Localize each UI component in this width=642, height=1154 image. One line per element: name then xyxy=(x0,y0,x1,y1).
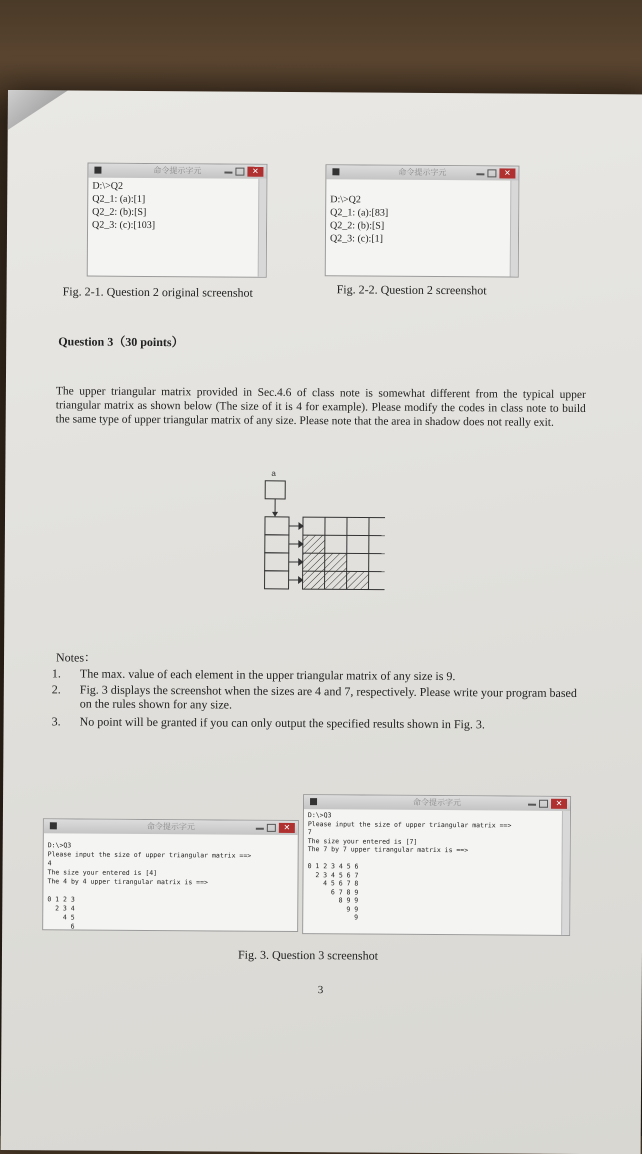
matrix-row: 4 5 xyxy=(47,913,293,924)
matrix-row: 8 9 9 xyxy=(307,896,565,906)
maximize-icon xyxy=(539,800,548,808)
matrix-row: 2 3 4 5 6 7 xyxy=(307,871,565,881)
note-text: The max. value of each element in the upper triangular matrix of any size is 9. xyxy=(80,667,456,684)
console-line: 4 xyxy=(48,859,294,870)
fig22-console-output xyxy=(326,179,518,248)
notes-heading: Notes： xyxy=(56,650,96,665)
maximize-icon xyxy=(267,824,276,832)
close-icon: ✕ xyxy=(551,799,567,809)
console-line: Q2_3: (c):[103] xyxy=(92,219,262,233)
row-arrows xyxy=(289,523,303,583)
fig3-size7-console-window xyxy=(302,794,571,936)
console-line: Q2_2: (b):[S] xyxy=(92,206,262,220)
matrix-row: 2 3 4 xyxy=(47,904,293,915)
fig22-console-window xyxy=(325,164,520,277)
fig3b-console-output xyxy=(303,809,570,925)
fig3a-console-output xyxy=(43,833,298,935)
matrix-row: 6 7 8 9 xyxy=(307,888,565,898)
console-line: Q2_1: (a):[1] xyxy=(92,193,262,207)
matrix-grid xyxy=(303,517,386,590)
matrix-row: 9 9 xyxy=(307,905,565,915)
fig3b-scrollbar xyxy=(561,811,570,935)
page-corner xyxy=(8,90,68,130)
fig22-titlebar xyxy=(326,165,518,180)
note-text: No point will be granted if you can only output the specified results shown in Fig. 3. xyxy=(80,715,485,732)
note-item-1 xyxy=(52,666,592,684)
fig22-caption: Fig. 2-2. Question 2 screenshot xyxy=(337,282,487,298)
console-line: The size your entered is [4] xyxy=(48,868,294,879)
console-icon xyxy=(94,167,101,174)
matrix-row: 9 xyxy=(307,913,565,923)
console-line: D:\>Q3 xyxy=(48,841,294,852)
fig21-titlebar xyxy=(88,164,266,179)
minimize-icon xyxy=(224,172,232,174)
fig3a-title: 命令提示字元 xyxy=(147,822,195,831)
page-number: 3 xyxy=(318,984,324,996)
close-icon: ✕ xyxy=(247,167,263,177)
fig21-scrollbar xyxy=(258,179,267,277)
note-item-2 xyxy=(52,682,592,714)
close-icon: ✕ xyxy=(279,823,295,833)
console-line: The 4 by 4 upper tirangular matrix is ==> xyxy=(47,877,293,888)
fig21-console-output xyxy=(88,178,266,235)
console-line: Q2_2: (b):[S] xyxy=(330,219,514,233)
fig3b-title: 命令提示字元 xyxy=(413,798,461,807)
console-line: D:\>Q2 xyxy=(330,193,514,207)
note-number: 1. xyxy=(52,666,80,680)
note-number: 2. xyxy=(52,682,80,710)
fig3-size4-console-window xyxy=(42,818,299,932)
console-line: Please input the size of upper triangular matrix ==> xyxy=(308,820,566,830)
console-line: D:\>Q3 xyxy=(308,811,566,821)
console-line: 7 xyxy=(308,828,566,838)
fig22-scrollbar xyxy=(510,181,519,277)
console-icon xyxy=(310,798,317,805)
minimize-icon xyxy=(528,804,536,806)
maximize-icon xyxy=(487,169,496,177)
row-pointer-array xyxy=(265,517,290,589)
console-line: D:\>Q2 xyxy=(92,180,262,194)
pointer-label: a xyxy=(271,469,276,478)
maximize-icon xyxy=(235,168,244,176)
fig21-caption: Fig. 2-1. Question 2 original screenshot xyxy=(63,284,253,300)
console-line: The 7 by 7 upper tirangular matrix is ==> xyxy=(308,845,566,855)
matrix-row: 6 xyxy=(47,922,293,933)
matrix-row: 0 1 2 3 xyxy=(47,895,293,906)
question-paragraph: The upper triangular matrix provided in Sec.4.6 of class note is somewhat different from the typical upper triangular matrix as shown below (The size of it is 4 for example). Please modify the codes in class note to build the same type of upper triangular matrix of any size. Please note that the area in shadow does not really exit. xyxy=(56,384,586,430)
fig3a-titlebar xyxy=(44,819,298,835)
fig22-title: 命令提示字元 xyxy=(398,168,446,177)
minimize-icon xyxy=(476,173,484,175)
matrix-row: 0 1 2 3 4 5 6 xyxy=(308,862,566,872)
triangular-matrix-diagram xyxy=(244,464,385,615)
note-number: 3. xyxy=(52,714,80,728)
document-page xyxy=(1,90,642,1154)
note-item-3 xyxy=(52,714,592,732)
minimize-icon xyxy=(256,828,264,830)
close-icon: ✕ xyxy=(499,168,515,178)
console-line: Q2_3: (c):[1] xyxy=(330,232,514,246)
note-text: Fig. 3 displays the screenshot when the sizes are 4 and 7, respectively. Please write your program based on the rules shown for any size. xyxy=(80,683,592,715)
pointer-box xyxy=(265,481,285,499)
console-line: Q2_1: (a):[83] xyxy=(330,206,514,220)
console-icon xyxy=(332,168,339,175)
console-line: The size your entered is [7] xyxy=(308,837,566,847)
console-icon xyxy=(50,822,57,829)
fig3b-titlebar xyxy=(304,795,570,811)
fig21-console-window xyxy=(87,163,268,278)
console-line: Please input the size of upper triangular matrix ==> xyxy=(48,850,294,861)
matrix-row: 4 5 6 7 8 xyxy=(307,879,565,889)
fig3-caption: Fig. 3. Question 3 screenshot xyxy=(238,948,378,964)
question-heading: Question 3（30 points） xyxy=(58,334,183,350)
fig21-title: 命令提示字元 xyxy=(153,166,201,175)
